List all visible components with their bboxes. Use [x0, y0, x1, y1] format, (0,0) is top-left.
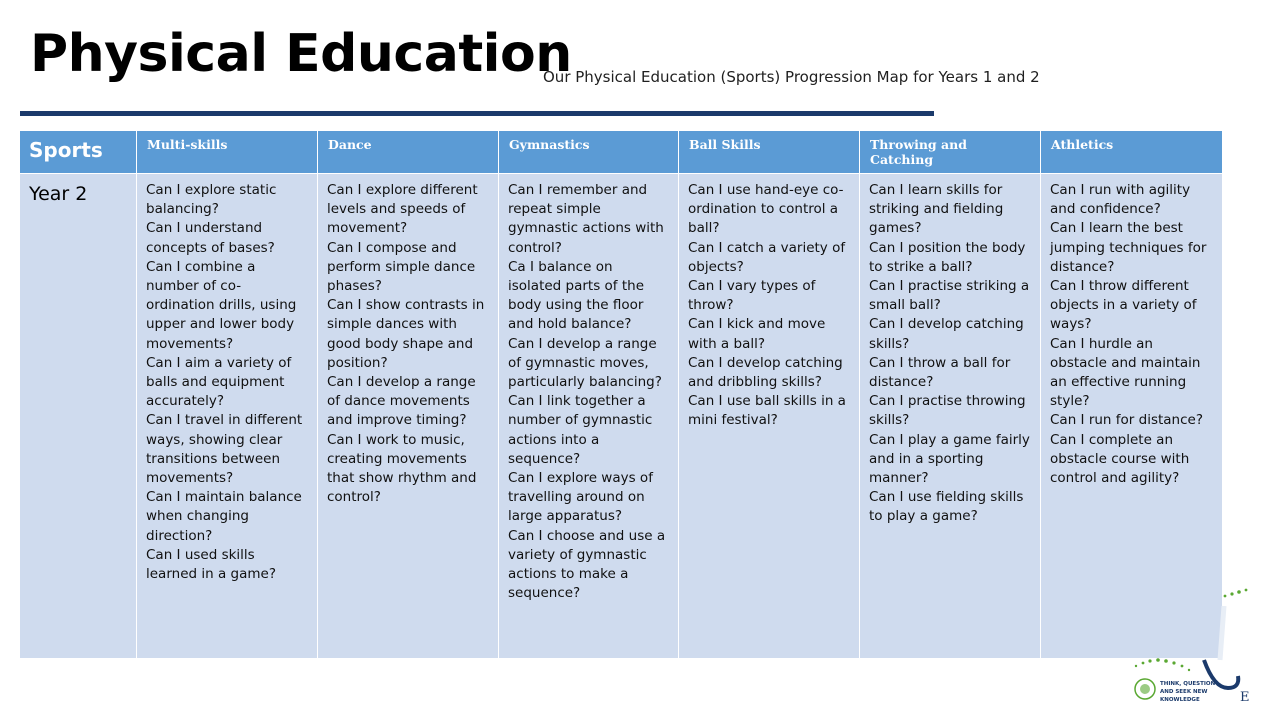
- header-throwing-and-catching: Throwing and Catching: [860, 131, 1041, 174]
- question-item: Ca I balance on isolated parts of the body using the floor and hold balance?: [508, 258, 644, 333]
- question-item: Can I learn the best jumping techniques for distance?: [1050, 220, 1207, 275]
- question-item: Can I vary types of throw?: [688, 278, 816, 314]
- question-item: Can I explore different levels and speeds of movement?: [327, 182, 478, 237]
- question-item: Can I play a game fairly and in a sporting manner?: [869, 431, 1030, 487]
- question-item: Can I show contrasts in simple dances with good body shape and position?: [327, 297, 485, 371]
- title-underline: [20, 111, 934, 116]
- question-item: Can I explore ways of travelling around on large apparatus?: [508, 470, 653, 525]
- header-sports: Sports: [20, 131, 137, 174]
- cell-dance: [318, 174, 499, 659]
- question-item: Can I complete an obstacle course with control and agility?: [1050, 431, 1190, 487]
- question-item: Can I used skills learned in a game?: [146, 546, 276, 583]
- question-item: Can I choose and use a variety of gymnastic actions to make a sequence?: [508, 527, 666, 602]
- question-item: Can I develop catching skills?: [869, 316, 1024, 352]
- logo-letter: E: [1240, 690, 1250, 705]
- question-item: Can I practise throwing skills?: [869, 393, 1026, 429]
- question-item: Can I work to music, creating movements that show rhythm and control?: [327, 431, 477, 506]
- cell-gymnastics: [499, 174, 679, 659]
- logo-motto: THINK, QUESTION AND SEEK NEW KNOWLEDGE: [1160, 681, 1216, 703]
- question-item: Can I throw a ball for distance?: [869, 354, 1011, 391]
- question-item: Can I use fielding skills to play a game?: [869, 489, 1024, 525]
- question-item: Can I hurdle an obstacle and maintain an effective running style?: [1050, 335, 1201, 410]
- table-header-row: [20, 131, 1223, 174]
- row-label-year-2: Year 2: [20, 174, 137, 659]
- question-item: Can I develop a range of gymnastic moves, particularly balancing?: [508, 335, 662, 391]
- cell-multi-skills: [137, 174, 318, 659]
- question-item: Can I learn skills for striking and fielding games?: [869, 182, 1004, 237]
- cell-throwing-and-catching: [860, 174, 1041, 659]
- header-ball-skills: Ball Skills: [679, 131, 860, 174]
- question-item: Can I explore static balancing?: [146, 182, 277, 218]
- question-item: Can I use hand-eye co-ordination to control a ball?: [688, 182, 844, 237]
- question-item: Can I travel in different ways, showing clear transitions between movements?: [146, 412, 303, 487]
- cell-ball-skills: [679, 174, 860, 659]
- cell-athletics: [1041, 174, 1223, 659]
- question-item: Can I kick and move with a ball?: [688, 316, 826, 352]
- question-item: Can I understand concepts of bases?: [146, 220, 275, 256]
- question-item: Can I maintain balance when changing direction?: [146, 489, 302, 544]
- progression-table: [19, 130, 1223, 659]
- logo-swoosh-icon: [1220, 606, 1224, 660]
- table-row-year-2: [20, 174, 1223, 659]
- logo-dots-icon: [1135, 589, 1248, 672]
- question-item: Can I catch a variety of objects?: [688, 239, 846, 275]
- header-gymnastics: Gymnastics: [499, 131, 679, 174]
- question-item: Can I aim a variety of balls and equipment accurately?: [146, 354, 292, 410]
- question-item: Can I remember and repeat simple gymnastic actions with control?: [508, 182, 664, 256]
- page-title: Physical Education: [30, 24, 572, 84]
- logo-crest-icon: [1135, 679, 1155, 699]
- question-item: Can I throw different objects in a variety of ways?: [1050, 278, 1197, 333]
- question-item: Can I position the body to strike a ball?: [869, 239, 1026, 275]
- page-subtitle: Our Physical Education (Sports) Progression Map for Years 1 and 2: [543, 68, 1040, 86]
- question-item: Can I compose and perform simple dance phases?: [327, 239, 476, 295]
- question-item: Can I link together a number of gymnastic actions into a sequence?: [508, 393, 653, 467]
- header-athletics: Athletics: [1041, 131, 1223, 174]
- question-item: Can I develop a range of dance movements and improve timing?: [327, 374, 476, 429]
- header-multi-skills: Multi-skills: [137, 131, 318, 174]
- question-item: Can I use ball skills in a mini festival?: [688, 393, 846, 429]
- question-item: Can I combine a number of co-ordination drills, using upper and lower body movements?: [146, 258, 297, 352]
- question-item: Can I develop catching and dribbling skills?: [688, 354, 843, 391]
- question-item: Can I run with agility and confidence?: [1050, 182, 1191, 218]
- header-dance: Dance: [318, 131, 499, 174]
- question-item: Can I run for distance?: [1050, 412, 1203, 429]
- question-item: Can I practise striking a small ball?: [869, 278, 1030, 314]
